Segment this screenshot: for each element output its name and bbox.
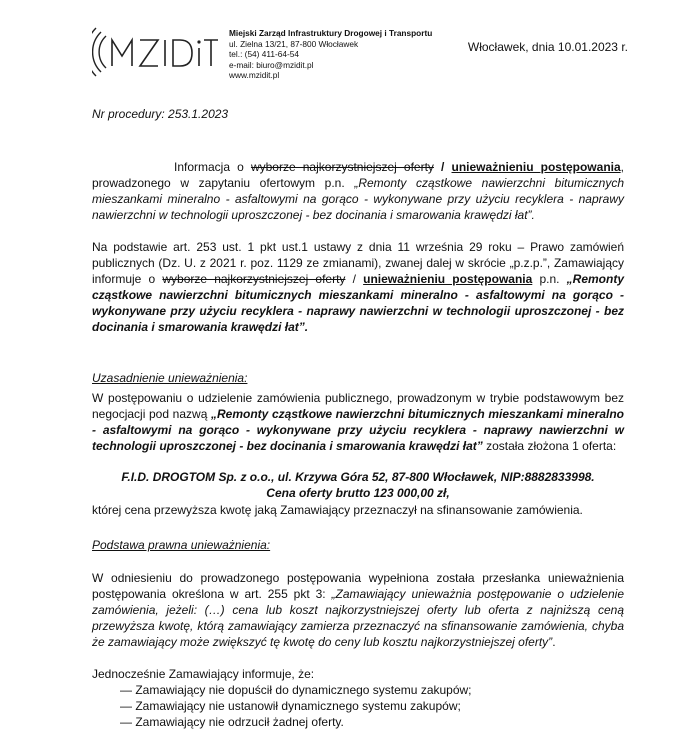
list-item: — Zamawiający nie odrzucił żadnej oferty.: [120, 714, 624, 730]
legal-paragraph: [92, 570, 624, 650]
info-title: „Remonty cząstkowe nawierzchni bitumicznych mieszankami mineralno - asfaltowymi na gorąco - wykonywane przy użyciu recyklera - naprawy nawierzchni w technologii uproszczonej - bez docinania i smarowania krawędzi łat”.: [92, 176, 624, 222]
org-tel: tel.: (54) 411-64-54: [229, 49, 299, 60]
justification-paragraph: [92, 390, 624, 454]
legal-heading-text: Podstawa prawna unieważnienia:: [92, 538, 271, 552]
basis-title: „Remonty cząstkowe nawierzchni bitumicznych mieszankami mineralno - asfaltowymi na gorąco - wykonywane przy użyciu recyklera - naprawy nawierzchni w technologii uproszczonej - bez docinania i smarowania krawędzi łat”.: [92, 272, 624, 334]
basis-slash: /: [345, 272, 364, 286]
org-email: e-mail: biuro@mzidit.pl: [229, 59, 314, 70]
also-list-container: [92, 682, 624, 730]
basis-text-1: Na podstawie art. 253 ust. 1 pkt ust.1 ustawy z dnia 11 września 29 roku – Prawo zamówień publicznych (Dz. U. z 2021 r. poz. 1129 ze zmianami), zwanej dalej w skrócie „p.z.p.”, Zamawiający informuje o: [92, 240, 624, 286]
organization-info: [229, 28, 432, 81]
org-address: ul. Zielna 13/21, 87-800 Włocławek: [229, 38, 359, 49]
org-name: Miejski Zarząd Infrastruktury Drogowej i Transportu: [229, 28, 433, 38]
justification-heading-text: Uzasadnienie unieważnienia:: [92, 371, 248, 385]
basis-underline: unieważnieniu postępowania: [363, 272, 533, 286]
info-slash: /: [433, 160, 452, 174]
info-text-2: , prowadzonego w zapytaniu ofertowym p.n.: [92, 160, 624, 190]
mzidit-logo: [92, 26, 222, 78]
offer-line-2: Cena oferty brutto 123 000,00 zł,: [266, 486, 450, 500]
legal-quote: „Zamawiający unieważnia postępowanie o udzielenie zamówienia, jeżeli: (…) cena lub koszt najkorzystniejszej oferty lub oferta z najniższą ceną przewyższa kwotę, którą zamawiający zamierza przeznaczyć na sfinansowanie zamówienia, chyba że zamawiający może zwiększyć tę kwotę do ceny lub kosztu najkorzystniejszej oferty”: [92, 587, 624, 649]
legal-text-1: W odniesieniu do prowadzonego postępowania wypełniona została przesłanka unieważnienia postępowania określona w art. 255 pkt 3:: [92, 571, 624, 601]
basis-paragraph: [92, 239, 624, 335]
justification-text-2: została złożona 1 oferta:: [482, 439, 617, 453]
legal-text-2: .: [552, 635, 556, 649]
offer-line-1: F.I.D. DROGTOM Sp. z o.o., ul. Krzywa Góra 52, 87-800 Włocławek, NIP:8882833998.: [121, 470, 595, 484]
basis-text-2: p.n.: [532, 272, 567, 286]
info-paragraph: [92, 159, 624, 223]
info-text-1: Informacja o: [174, 160, 244, 174]
org-www: www.mzidit.pl: [229, 70, 280, 81]
offer-after: której cena przewyższa kwotę jaką Zamawiający przeznaczył na sfinansowanie zamówienia.: [92, 503, 583, 517]
also-intro: Jednocześnie Zamawiający informuje, że:: [92, 667, 315, 681]
also-list: [92, 682, 624, 730]
justification-text-1: W postępowaniu o udzielenie zamówienia publicznego, prowadzonym w trybie podstawowym bez negocjacji pod nazwą: [92, 391, 624, 421]
info-strike: wyborze najkorzystniejszej oferty: [250, 160, 434, 174]
justification-heading: [92, 370, 624, 386]
basis-strike: wyborze najkorzystniejszej oferty: [162, 272, 346, 286]
procedure-number: Nr procedury: 253.1.2023: [92, 107, 229, 121]
info-underline: unieważnieniu postępowania: [451, 160, 621, 174]
justification-title: „Remonty cząstkowe nawierzchni bitumicznych mieszankami mineralno - asfaltowymi na gorąco - wykonywane przy użyciu recyklera - naprawy nawierzchni w technologii uproszczonej - bez docinania i smarowania krawędzi łat”: [92, 407, 625, 453]
list-item: — Zamawiający nie ustanowił dynamicznego systemu zakupów;: [120, 698, 624, 714]
legal-heading: [92, 537, 624, 553]
list-item: — Zamawiający nie dopuścił do dynamicznego systemu zakupów;: [120, 682, 624, 698]
document-date: Włocławek, dnia 10.01.2023 r.: [467, 40, 628, 54]
